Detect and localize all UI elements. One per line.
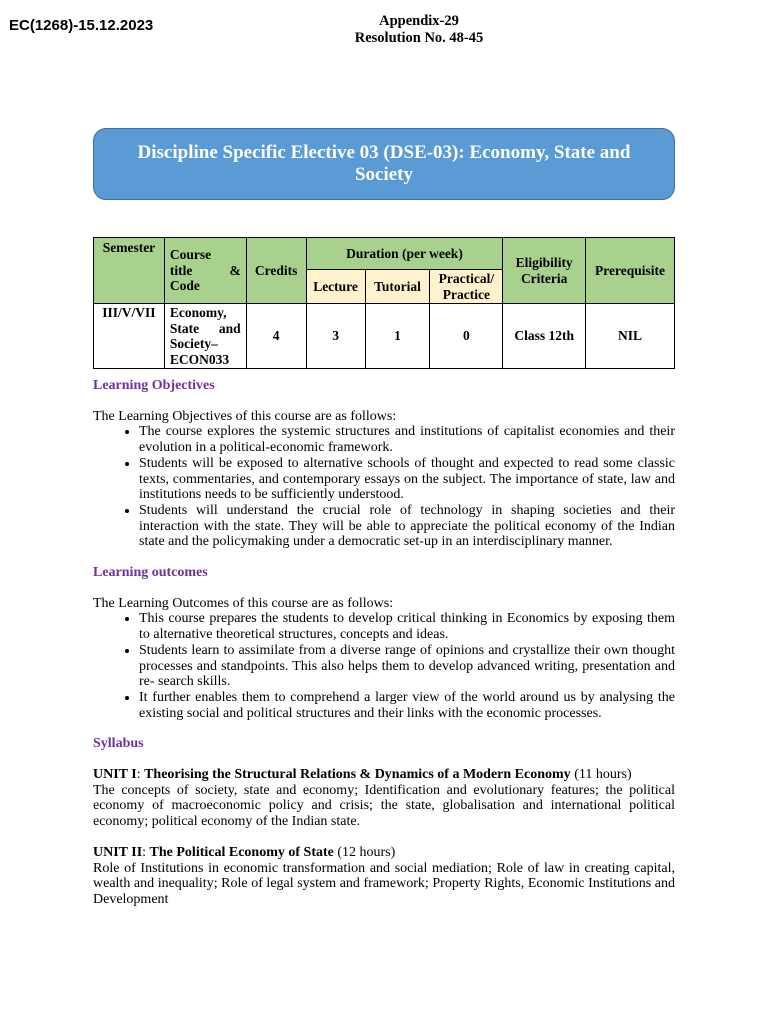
learning-objectives-intro: The Learning Objectives of this course are as follows: (93, 408, 397, 424)
appendix-header (0, 13, 768, 47)
header-practical (430, 270, 503, 304)
header-practical-line1: Practical/ (438, 271, 495, 286)
header-credits: Credits (246, 238, 306, 304)
course-title: Discipline Specific Elective 03 (DSE-03): Economy, State and Society (137, 142, 631, 185)
appendix-label: Appendix-29 (379, 13, 459, 29)
cell-semester: III/V/VII (94, 304, 165, 369)
cell-course-line3: Society– (169, 336, 218, 351)
unit-1-heading: UNIT I: Theorising the Structural Relations & Dynamics of a Modern Economy (11 hours) (93, 767, 632, 783)
list-item: • Students will understand the crucial role of technology in shaping societies and their interaction with the state. They will be able to appreciate the political economy of the Indian state and the policymaking under a democratic set-up in an interdisciplinary manner. (139, 503, 675, 550)
header-course-line3: Code (169, 278, 200, 294)
unit-2-heading: UNIT II: The Political Economy of State (12 hours) (93, 844, 396, 860)
cell-eligibility: Class 12th (503, 304, 586, 369)
unit-2-body: Role of Institutions in economic transformation and social mediation; Role of law in creating capital, wealth and inequality; Role of legal system and framework; Property Rights, Economic Institutions and Development (93, 860, 675, 907)
learning-objectives-heading: Learning Objectives (93, 378, 215, 393)
unit-1-label: UNIT I (93, 767, 137, 783)
unit-2-label: UNIT II (93, 844, 143, 860)
cell-practical: 0 (430, 304, 503, 369)
course-details-table (93, 237, 675, 369)
header-prerequisite: Prerequisite (586, 238, 675, 304)
unit-2-hours: (12 hours) (337, 844, 396, 860)
unit-1-title: Theorising the Structural Relations & Dynamics of a Modern Economy (144, 767, 571, 783)
list-item: • The course explores the systemic structures and institutions of capitalist economies and their evolution in a political-economic framework. (139, 424, 675, 455)
cell-course-line1: Economy, (169, 305, 227, 320)
unit-1-hours: (11 hours) (574, 767, 632, 783)
cell-prerequisite: NIL (586, 304, 675, 369)
document-code: EC(1268)-15.12.2023 (9, 17, 154, 34)
list-item: • It further enables them to comprehend a larger view of the world around us by analysing the existing social and political structures and their links with the economic processes. (139, 690, 675, 721)
learning-outcomes-heading: Learning outcomes (93, 565, 208, 581)
resolution-label: Resolution No. 48-45 (354, 30, 484, 46)
cell-tutorial: 1 (365, 304, 430, 369)
cell-credits: 4 (246, 304, 306, 369)
course-title-banner (93, 128, 675, 200)
cell-course-line4: ECON033 (169, 351, 230, 367)
header-duration: Duration (per week) (306, 238, 503, 270)
list-item: • Students learn to assimilate from a diverse range of opinions and crystallize their own thought processes and standpoints. This also helps them to develop advanced writing, presentation and re- search skills. (139, 643, 675, 690)
list-item: • This course prepares the students to develop critical thinking in Economics by exposing them to alternative theoretical structures, concepts and ideas. (139, 611, 675, 642)
header-tutorial: Tutorial (365, 270, 430, 304)
header-eligibility-line2: Criteria (520, 270, 568, 286)
learning-outcomes-intro: The Learning Outcomes of this course are as follows: (93, 595, 394, 611)
cell-course-line2: State and (169, 320, 241, 336)
unit-2-title: The Political Economy of State (149, 844, 334, 860)
list-item: • Students will be exposed to alternative schools of thought and expected to read some classic texts, commentaries, and contemporary essays on the subject. The importance of state, law and institutions needs to be sufficiently understood. (139, 456, 675, 503)
header-lecture: Lecture (306, 270, 365, 304)
header-course-title (164, 238, 246, 304)
learning-outcomes-list (93, 611, 675, 721)
header-eligibility-line1: Eligibility (515, 255, 573, 270)
header-course-line1: Course (169, 247, 212, 263)
document-body (93, 378, 675, 908)
unit-1-body: The concepts of society, state and economy; Identification and evolutionary features; the political economy of macroeconomic policy and crisis; the state, globalisation and international political economy; political economy of the Indian state. (93, 782, 675, 830)
header-course-line2: title & (169, 262, 241, 278)
cell-lecture: 3 (306, 304, 365, 369)
header-semester: Semester (94, 238, 165, 304)
header-practical-line2: Practice (442, 286, 490, 302)
syllabus-heading: Syllabus (93, 736, 144, 752)
cell-course-title (164, 304, 246, 369)
learning-objectives-list (93, 424, 675, 550)
header-eligibility (503, 238, 586, 304)
